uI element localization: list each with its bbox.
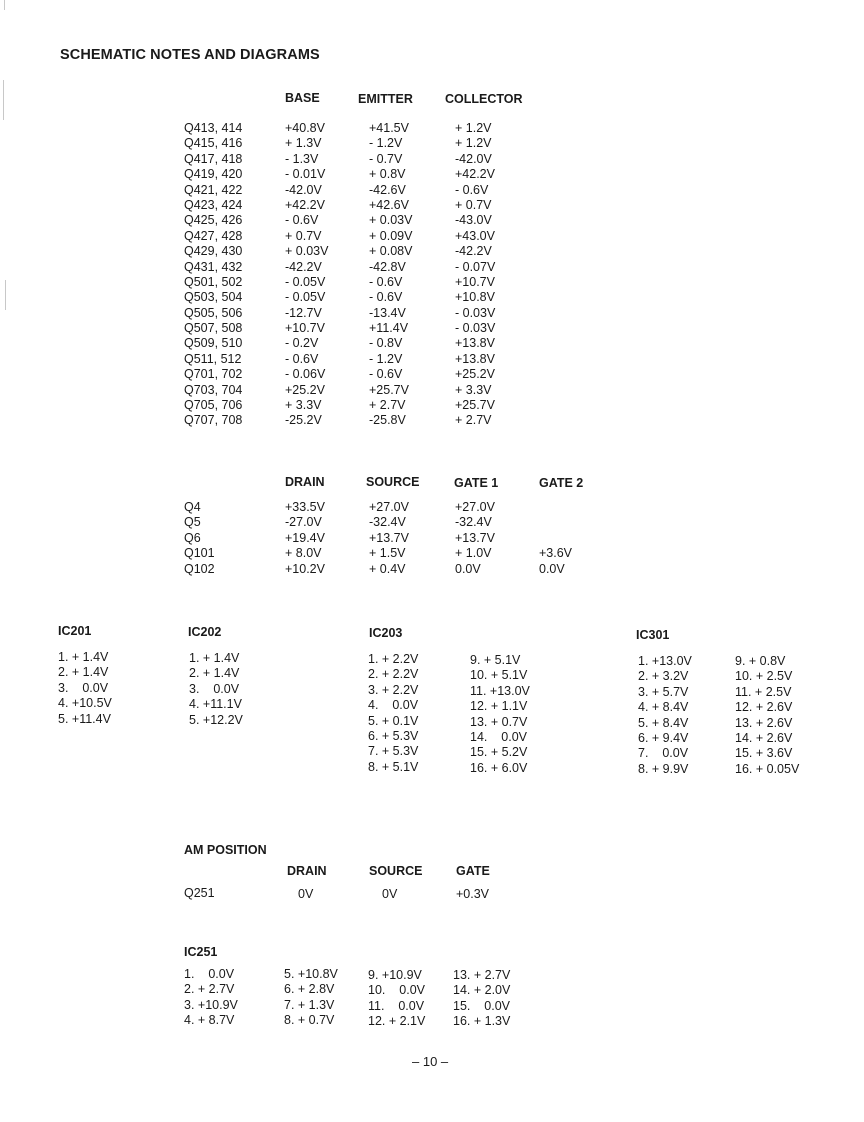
ic203-pins-right [470,653,530,776]
gate1-value: +27.0V [455,500,495,514]
gate1-value: 0.0V [455,561,481,576]
ic251-pins-2 [284,967,338,1029]
base-value: -42.2V [285,259,322,274]
ic201-pin: 3. 0.0V [58,680,109,695]
transistor-id: Q417, 418 [184,151,243,166]
base-value: + 0.03V [285,244,329,259]
ic201-label: IC201 [58,624,92,638]
emitter-value: - 0.6V [369,367,403,382]
collector-value: -43.0V [455,213,492,228]
emitter-value: +25.7V [369,382,409,397]
am-header-gate: GATE [456,864,490,878]
ic251-pin: 12. + 2.1V [368,1014,426,1029]
ic203-pin: 12. + 1.1V [470,699,528,714]
fet-id: Q6 [184,530,201,545]
ic301-pin: 13. + 2.6V [735,715,793,730]
gate1-value: +13.7V [455,530,495,545]
ic251-pin: 6. + 2.8V [284,982,335,997]
ic251-pin: 3. +10.9V [184,997,238,1012]
ic203-pin: 5. + 0.1V [368,713,419,728]
gate2-value: +3.6V [539,546,573,561]
collector-value: + 2.7V [455,413,492,428]
ic301-pins-right [735,654,799,777]
emitter-value: - 0.6V [369,274,403,289]
am-header-source: SOURCE [369,864,423,878]
collector-column [455,121,495,429]
transistor-id: Q701, 702 [184,367,243,382]
base-value: - 0.01V [285,167,326,182]
base-value: + 0.7V [285,228,322,243]
transistor-id: Q425, 426 [184,213,243,228]
transistor-id: Q421, 422 [184,182,243,197]
collector-value: +42.2V [455,167,495,182]
emitter-value: - 1.2V [369,136,403,151]
transistor-id: Q505, 506 [184,305,243,320]
page-number: – 10 – [412,1054,449,1069]
transistor-id: Q415, 416 [184,136,243,151]
collector-value: + 1.2V [455,136,492,151]
ic251-pins-3 [368,968,425,1030]
ic301-pins-left [638,654,692,777]
ic203-pin: 6. + 5.3V [368,728,419,743]
ic203-pin: 2. + 2.2V [368,667,419,682]
drain-value: +19.4V [285,530,325,545]
base-value: - 0.05V [285,274,326,289]
emitter-value: +42.6V [369,197,409,212]
ic203-pin: 1. + 2.2V [368,652,419,666]
ic251-pin: 15. 0.0V [453,998,510,1013]
q251-id: Q251 [184,886,215,900]
emitter-value: -13.4V [369,305,406,320]
transistor-id: Q423, 424 [184,197,243,212]
ic251-pin: 1. 0.0V [184,967,235,981]
ic301-pin: 11. + 2.5V [735,684,792,699]
transistor-id: Q429, 430 [184,244,243,259]
transistor-id: Q507, 508 [184,321,243,336]
gate2-value [539,531,572,546]
am-header-drain: DRAIN [287,864,327,878]
transistor-id: Q703, 704 [184,382,243,397]
ic203-pin: 14. 0.0V [470,729,527,744]
base-value: -25.2V [285,413,322,428]
q251-source: 0V [382,887,398,901]
ic251-pin: 11. 0.0V [368,998,425,1013]
transistor-id: Q419, 420 [184,167,243,182]
ic251-pin: 13. + 2.7V [453,968,511,982]
header-drain: DRAIN [285,475,325,489]
source-column [369,500,409,577]
collector-value: +25.7V [455,398,495,413]
ic202-pins [189,651,243,728]
gate2-value [539,500,572,515]
ic251-pins-4 [453,968,510,1030]
transistor-id: Q503, 504 [184,290,243,305]
header-base: BASE [285,91,320,105]
base-value: + 3.3V [285,398,322,413]
base-value: - 1.3V [285,151,319,166]
page-title: SCHEMATIC NOTES AND DIAGRAMS [60,47,320,63]
emitter-value: +11.4V [369,321,409,336]
base-value: +42.2V [285,197,325,212]
fet-id: Q101 [184,546,215,561]
ic203-pin: 11. +13.0V [470,683,530,698]
ic203-pin: 15. + 5.2V [470,745,528,760]
gate1-column [455,500,495,577]
ic251-pin: 7. + 1.3V [284,997,335,1012]
base-column [285,121,328,429]
am-position-label: AM POSITION [184,843,267,857]
emitter-value: - 0.7V [369,151,403,166]
ic301-pin: 1. +13.0V [638,654,692,668]
emitter-value: +41.5V [369,121,409,135]
collector-value: + 3.3V [455,382,492,397]
scan-speck [5,280,6,310]
ic301-pin: 15. + 3.6V [735,746,793,761]
collector-value: - 0.07V [455,259,496,274]
emitter-value: - 1.2V [369,351,403,366]
ic203-pin: 4. 0.0V [368,698,419,713]
drain-value: +10.2V [285,561,325,576]
base-value: +25.2V [285,382,325,397]
ic203-label: IC203 [369,626,403,640]
transistor-id: Q511, 512 [184,351,242,366]
source-value: -32.4V [369,515,406,530]
ic301-pin: 5. + 8.4V [638,715,689,730]
emitter-value: -42.8V [369,259,406,274]
ic202-label: IC202 [188,625,222,639]
ic251-pin: 5. +10.8V [284,967,338,981]
ic251-label: IC251 [184,945,218,959]
ic301-pin: 10. + 2.5V [735,669,793,684]
base-value: +10.7V [285,321,325,336]
gate2-value [539,515,572,530]
base-value: - 0.05V [285,290,326,305]
emitter-value: -25.8V [369,413,406,428]
source-value: +27.0V [369,500,409,514]
collector-value: - 0.03V [455,305,496,320]
ic203-pin: 16. + 6.0V [470,760,528,775]
ic301-pin: 14. + 2.6V [735,730,793,745]
fet-id-column [184,500,215,577]
collector-value: +13.8V [455,336,495,351]
base-value: - 0.6V [285,213,319,228]
scan-speck [3,80,4,120]
emitter-value: - 0.6V [369,290,403,305]
emitter-column [369,121,412,429]
ic203-pin: 13. + 0.7V [470,714,528,729]
ic203-pin: 9. + 5.1V [470,653,521,667]
base-value: - 0.2V [285,336,319,351]
emitter-value: + 0.03V [369,213,413,228]
collector-value: +10.7V [455,274,495,289]
fet-id: Q5 [184,515,201,530]
ic203-pin: 8. + 5.1V [368,759,419,774]
gate1-value: -32.4V [455,515,492,530]
ic201-pin: 1. + 1.4V [58,650,109,664]
transistor-id: Q509, 510 [184,336,243,351]
ic202-pin: 4. +11.1V [189,697,242,712]
transistor-id: Q707, 708 [184,413,243,428]
ic251-pin: 10. 0.0V [368,983,425,998]
fet-id: Q4 [184,500,201,514]
emitter-value: -42.6V [369,182,406,197]
source-value: + 0.4V [369,561,406,576]
ic301-pin: 16. + 0.05V [735,761,800,776]
emitter-value: + 2.7V [369,398,406,413]
base-value: - 0.06V [285,367,326,382]
drain-value: -27.0V [285,515,322,530]
header-emitter: EMITTER [358,92,413,106]
transistor-id-column [184,121,242,429]
ic301-pin: 9. + 0.8V [735,654,786,668]
ic201-pin: 5. +11.4V [58,711,111,726]
ic301-label: IC301 [636,628,670,642]
q251-drain: 0V [298,887,314,901]
header-collector: COLLECTOR [445,92,523,106]
emitter-value: + 0.08V [369,244,413,259]
ic201-pins [58,650,112,727]
ic203-pin: 10. + 5.1V [470,668,528,683]
ic202-pin: 5. +12.2V [189,712,243,727]
source-value: +13.7V [369,530,409,545]
ic251-pin: 16. + 1.3V [453,1014,511,1029]
emitter-value: + 0.09V [369,228,413,243]
gate2-value: 0.0V [539,561,565,576]
ic201-pin: 4. +10.5V [58,696,112,711]
collector-value: +13.8V [455,351,495,366]
ic251-pins-1 [184,967,238,1029]
header-source: SOURCE [366,475,420,489]
ic301-pin: 4. + 8.4V [638,700,689,715]
ic251-pin: 4. + 8.7V [184,1013,235,1028]
ic301-pin: 3. + 5.7V [638,684,689,699]
drain-value: +33.5V [285,500,325,514]
ic301-pin: 12. + 2.6V [735,700,793,715]
gate1-value: + 1.0V [455,546,492,561]
collector-value: +43.0V [455,228,495,243]
drain-value: + 8.0V [285,546,322,561]
collector-value: - 0.03V [455,321,496,336]
emitter-value: + 0.8V [369,167,406,182]
source-value: + 1.5V [369,546,406,561]
ic202-pin: 1. + 1.4V [189,651,240,665]
ic301-pin: 8. + 9.9V [638,761,689,776]
collector-value: + 0.7V [455,197,492,212]
ic203-pin: 3. + 2.2V [368,682,419,697]
transistor-id: Q501, 502 [184,274,243,289]
collector-value: +10.8V [455,290,495,305]
ic202-pin: 3. 0.0V [189,681,240,696]
ic203-pin: 7. + 5.3V [368,744,419,759]
drain-column [285,500,325,577]
ic301-pin: 2. + 3.2V [638,669,689,684]
gate2-column [539,500,572,577]
ic251-pin: 2. + 2.7V [184,982,235,997]
base-value: -12.7V [285,305,322,320]
ic251-pin: 8. + 0.7V [284,1013,335,1028]
collector-value: -42.0V [455,151,492,166]
fet-id: Q102 [184,561,215,576]
header-gate-2: GATE 2 [539,476,584,490]
transistor-id: Q431, 432 [184,259,243,274]
collector-value: + 1.2V [455,121,492,135]
base-value: + 1.3V [285,136,322,151]
emitter-value: - 0.8V [369,336,403,351]
ic301-pin: 7. 0.0V [638,746,689,761]
collector-value: - 0.6V [455,182,489,197]
base-value: +40.8V [285,121,325,135]
q251-gate: +0.3V [456,887,490,901]
ic251-pin: 14. + 2.0V [453,983,511,998]
transistor-id: Q705, 706 [184,398,243,413]
header-gate-1: GATE 1 [454,476,499,490]
collector-value: +25.2V [455,367,495,382]
ic201-pin: 2. + 1.4V [58,665,109,680]
collector-value: -42.2V [455,244,492,259]
base-value: -42.0V [285,182,322,197]
ic301-pin: 6. + 9.4V [638,730,689,745]
transistor-id: Q413, 414 [184,121,243,135]
ic202-pin: 2. + 1.4V [189,666,240,681]
scan-speck [4,0,5,10]
ic203-pins-left [368,652,418,775]
transistor-id: Q427, 428 [184,228,243,243]
ic251-pin: 9. +10.9V [368,968,422,982]
base-value: - 0.6V [285,351,319,366]
